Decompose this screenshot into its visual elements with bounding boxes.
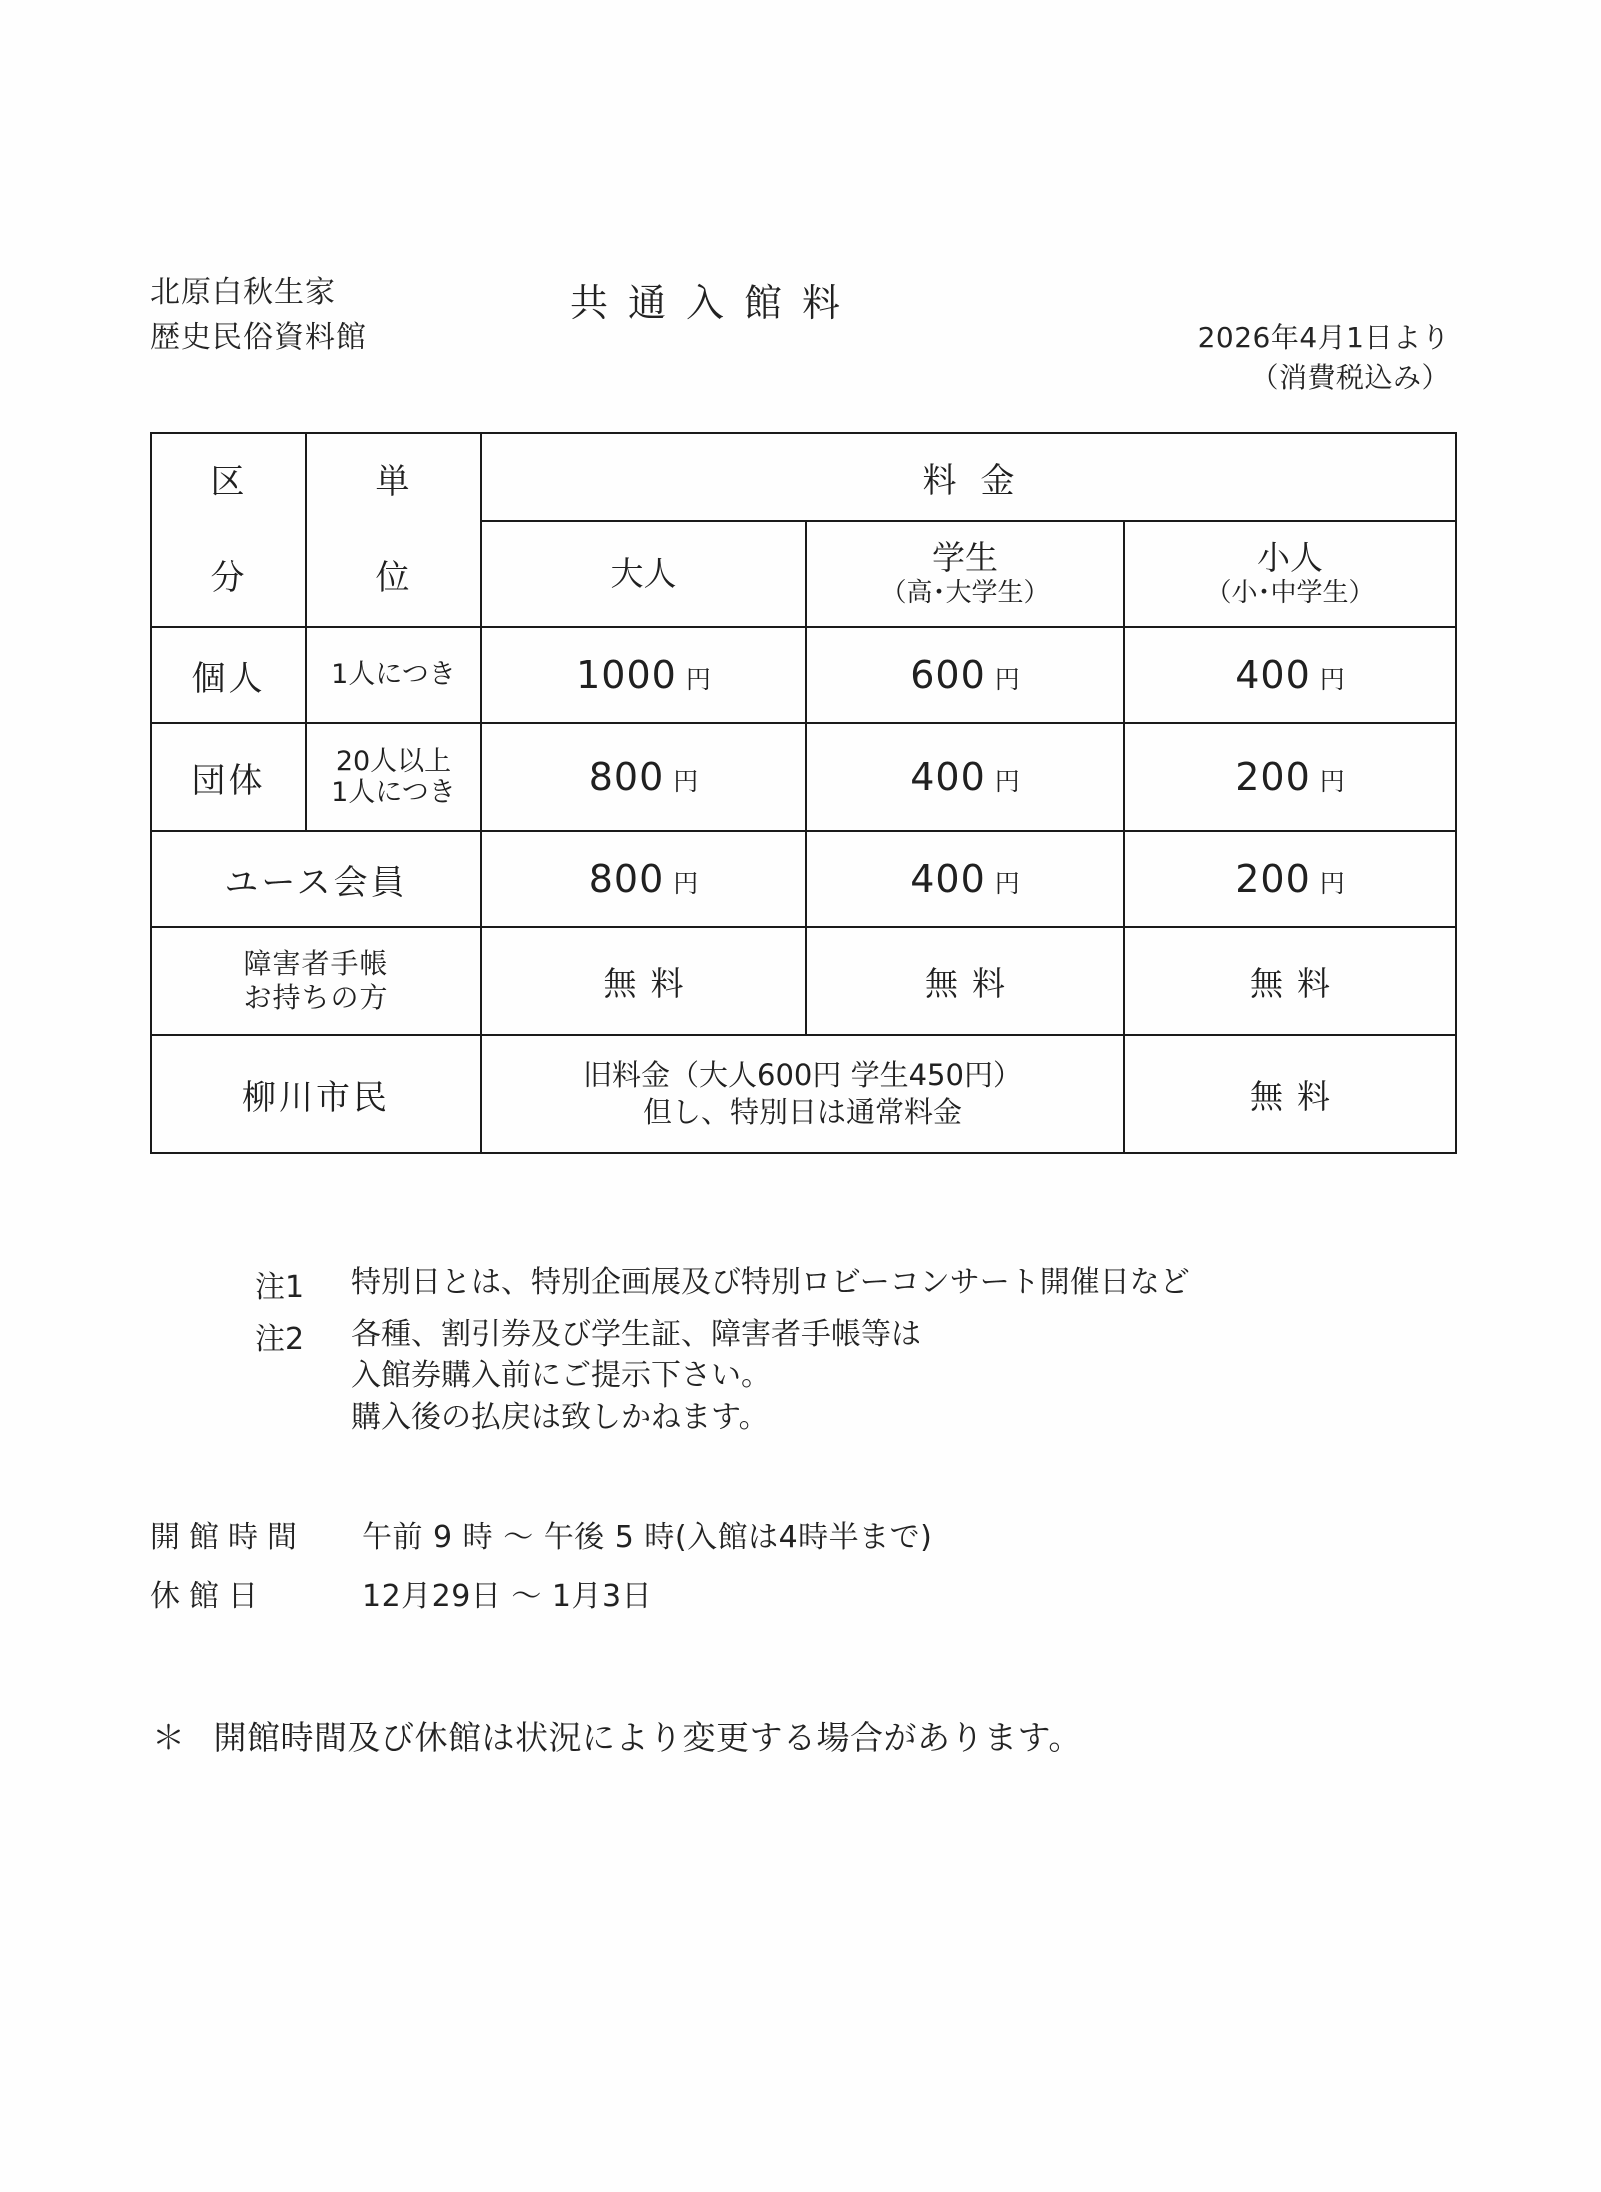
price-disability-adult: 無料 <box>481 927 806 1035</box>
footer-note-text: 開館時間及び休館は状況により変更する場合があります。 <box>213 1718 1082 1757</box>
organization-name-line1: 北原白秋生家 <box>150 275 336 310</box>
header-tani-line1: 単 <box>375 462 412 502</box>
amount: 1000 <box>576 653 677 697</box>
table-row <box>151 627 1456 723</box>
price-disability-student: 無料 <box>806 927 1124 1035</box>
price-individual-child <box>1124 627 1456 723</box>
note-tag: 注2 <box>255 1322 305 1357</box>
table-row <box>151 723 1456 831</box>
asterisk-icon: ＊ <box>152 1718 186 1757</box>
amount: 400 <box>910 857 986 901</box>
yen-unit: 円 <box>994 767 1020 796</box>
table-header-row-1 <box>151 433 1456 521</box>
header-kubun-line1: 区 <box>210 462 247 502</box>
page-title: 共通入館料 <box>570 281 861 325</box>
price-youth-student <box>806 831 1124 927</box>
row-unit-group <box>306 723 481 831</box>
price-group-child <box>1124 723 1456 831</box>
row-unit-individual <box>306 627 481 723</box>
effective-date-block <box>1198 318 1450 398</box>
price-youth-child <box>1124 831 1456 927</box>
header-child-label: 小人 <box>1257 538 1323 578</box>
organization-name-line2: 歴史民俗資料館 <box>150 320 367 355</box>
note-body <box>351 1314 921 1438</box>
document-header <box>150 270 1460 415</box>
amount: 400 <box>1235 653 1311 697</box>
price-youth-adult <box>481 831 806 927</box>
label-line1: 障害者手帳 <box>243 947 389 981</box>
opening-hours-value: 午前 9 時 ～ 午後 5 時(入館は4時半まで) <box>362 1520 933 1555</box>
price-individual-adult <box>481 627 806 723</box>
header-student-sublabel: （高･大学生） <box>880 578 1050 609</box>
header-cell-kubun <box>151 433 306 627</box>
note-item <box>255 1314 1455 1438</box>
closed-days-label: 休館日 <box>150 1579 267 1614</box>
fee-table <box>150 432 1457 1154</box>
closed-days-row <box>150 1571 1410 1615</box>
amount: 800 <box>588 755 665 799</box>
price-yanagawa-child: 無料 <box>1124 1035 1456 1153</box>
table-row <box>151 831 1456 927</box>
header-cell-child <box>1124 521 1456 627</box>
effective-date: 2026年4月1日より <box>1197 321 1450 354</box>
price-yanagawa-adult-student-note <box>481 1035 1124 1153</box>
note-line: 入館券購入前にご提示下さい。 <box>351 1358 771 1394</box>
yen-unit: 円 <box>994 665 1020 694</box>
unit-line1: 1人につき <box>331 659 456 691</box>
yen-unit: 円 <box>1319 665 1345 694</box>
yen-unit: 円 <box>673 767 699 796</box>
label-line2: お持ちの方 <box>243 981 389 1014</box>
note-line: 各種、割引券及び学生証、障害者手帳等は <box>351 1317 921 1352</box>
table-row <box>151 1035 1456 1153</box>
header-tani-line2: 位 <box>375 558 412 598</box>
opening-hours-row <box>150 1512 1410 1556</box>
yen-unit: 円 <box>1319 767 1345 796</box>
amount: 200 <box>1235 755 1311 799</box>
row-label-group: 団体 <box>151 723 306 831</box>
yen-unit: 円 <box>1319 869 1345 898</box>
footer-note <box>152 1712 1082 1759</box>
header-student-label: 学生 <box>932 538 998 578</box>
note-body <box>351 1262 1190 1303</box>
price-disability-child: 無料 <box>1124 927 1456 1035</box>
header-cell-adult <box>481 521 806 627</box>
hours-section <box>150 1512 1410 1630</box>
amount: 200 <box>1235 857 1311 901</box>
note-line2: 但し、特別日は通常料金 <box>642 1095 962 1129</box>
header-cell-tani <box>306 433 481 627</box>
amount: 400 <box>910 755 986 799</box>
amount: 600 <box>910 653 986 697</box>
header-child-sublabel: （小･中学生） <box>1205 578 1375 609</box>
unit-line2: 1人につき <box>331 777 456 808</box>
row-label-disability-certificate <box>151 927 481 1035</box>
note-item <box>255 1262 1455 1306</box>
header-cell-ryokin: 料金 <box>481 433 1456 521</box>
notes-section <box>255 1262 1455 1446</box>
yen-unit: 円 <box>673 869 699 898</box>
row-label-individual: 個人 <box>151 627 306 723</box>
note-line: 特別日とは、特別企画展及び特別ロビーコンサート開催日など <box>351 1265 1190 1300</box>
row-label-youth-member: ユース会員 <box>151 831 481 927</box>
header-adult-label: 大人 <box>610 553 677 593</box>
yen-unit: 円 <box>685 665 711 694</box>
unit-line1: 20人以上 <box>335 745 452 777</box>
yen-unit: 円 <box>994 869 1020 898</box>
row-label-yanagawa-citizen: 柳川市民 <box>151 1035 481 1153</box>
organization-names <box>150 270 367 360</box>
price-group-student <box>806 723 1124 831</box>
header-kubun-line2: 分 <box>210 558 247 598</box>
note-tag: 注1 <box>255 1270 305 1305</box>
table-row <box>151 927 1456 1035</box>
price-group-adult <box>481 723 806 831</box>
header-cell-student <box>806 521 1124 627</box>
price-individual-student <box>806 627 1124 723</box>
note-line: 購入後の払戻は致しかねます。 <box>351 1399 769 1435</box>
tax-note: （消費税込み） <box>1250 361 1450 394</box>
opening-hours-label: 開館時間 <box>150 1520 306 1555</box>
closed-days-value: 12月29日 ～ 1月3日 <box>362 1579 653 1614</box>
amount: 800 <box>588 857 665 901</box>
note-line1: 旧料金（大人600円 学生450円） <box>583 1057 1022 1092</box>
